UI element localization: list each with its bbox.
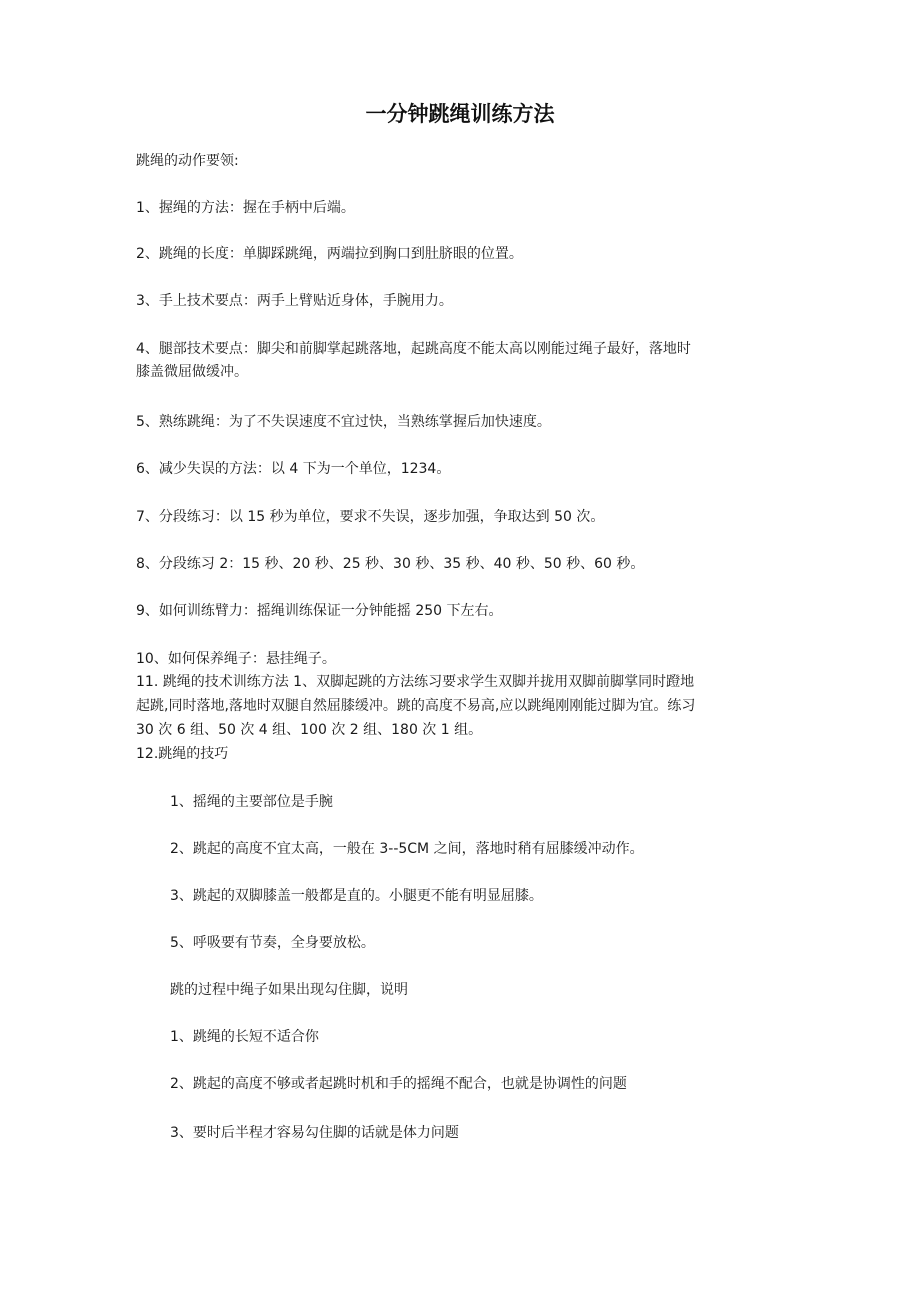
paragraph: 7、分段练习：以 15 秒为单位，要求不失误，逐步加强，争取达到 50 次。 [136, 509, 605, 525]
tip-item: 1、摇绳的主要部位是手腕 [170, 794, 333, 810]
tip-item: 2、跳起的高度不宜太高，一般在 3--5CM 之间，落地时稍有屈膝缓冲动作。 [170, 841, 644, 857]
tip-item: 3、跳起的双脚膝盖一般都是直的。小腿更不能有明显屈膝。 [170, 888, 543, 904]
paragraph: 2、跳绳的长度：单脚踩跳绳，两端拉到胸口到肚脐眼的位置。 [136, 246, 523, 262]
paragraph: 9、如何训练臂力：摇绳训练保证一分钟能摇 250 下左右。 [136, 603, 503, 619]
tip-item: 跳的过程中绳子如果出现勾住脚，说明 [170, 982, 408, 998]
paragraph: 3、手上技术要点：两手上臂贴近身体，手腕用力。 [136, 293, 453, 309]
paragraph: 10、如何保养绳子：悬挂绳子。 [136, 651, 336, 667]
paragraph: 4、腿部技术要点：脚尖和前脚掌起跳落地，起跳高度不能太高以刚能过绳子最好，落地时 [136, 341, 691, 357]
paragraph: 跳绳的动作要领: [136, 153, 239, 169]
tip-item: 5、呼吸要有节奏，全身要放松。 [170, 935, 375, 951]
paragraph: 11. 跳绳的技术训练方法 1、双脚起跳的方法练习要求学生双脚并拢用双脚前脚掌同时蹬地 [136, 674, 695, 690]
paragraph: 膝盖微屈做缓冲。 [136, 364, 248, 380]
tip-item: 1、跳绳的长短不适合你 [170, 1029, 319, 1045]
tip-item: 3、要时后半程才容易勾住脚的话就是体力问题 [170, 1125, 459, 1141]
paragraph: 12.跳绳的技巧 [136, 746, 229, 762]
paragraph: 5、熟练跳绳：为了不失误速度不宜过快，当熟练掌握后加快速度。 [136, 414, 551, 430]
paragraph: 1、握绳的方法：握在手柄中后端。 [136, 200, 355, 216]
paragraph: 6、减少失误的方法：以 4 下为一个单位，1234。 [136, 461, 451, 477]
document-title: 一分钟跳绳训练方法 [365, 102, 555, 126]
paragraph: 8、分段练习 2：15 秒、20 秒、25 秒、30 秒、35 秒、40 秒、50 秒、60 秒。 [136, 556, 645, 572]
paragraph: 起跳,同时落地,落地时双腿自然屈膝缓冲。跳的高度不易高,应以跳绳刚刚能过脚为宜。练习 [136, 698, 696, 714]
paragraph: 30 次 6 组、50 次 4 组、100 次 2 组、180 次 1 组。 [136, 722, 483, 738]
tip-item: 2、跳起的高度不够或者起跳时机和手的摇绳不配合，也就是协调性的问题 [170, 1076, 627, 1092]
